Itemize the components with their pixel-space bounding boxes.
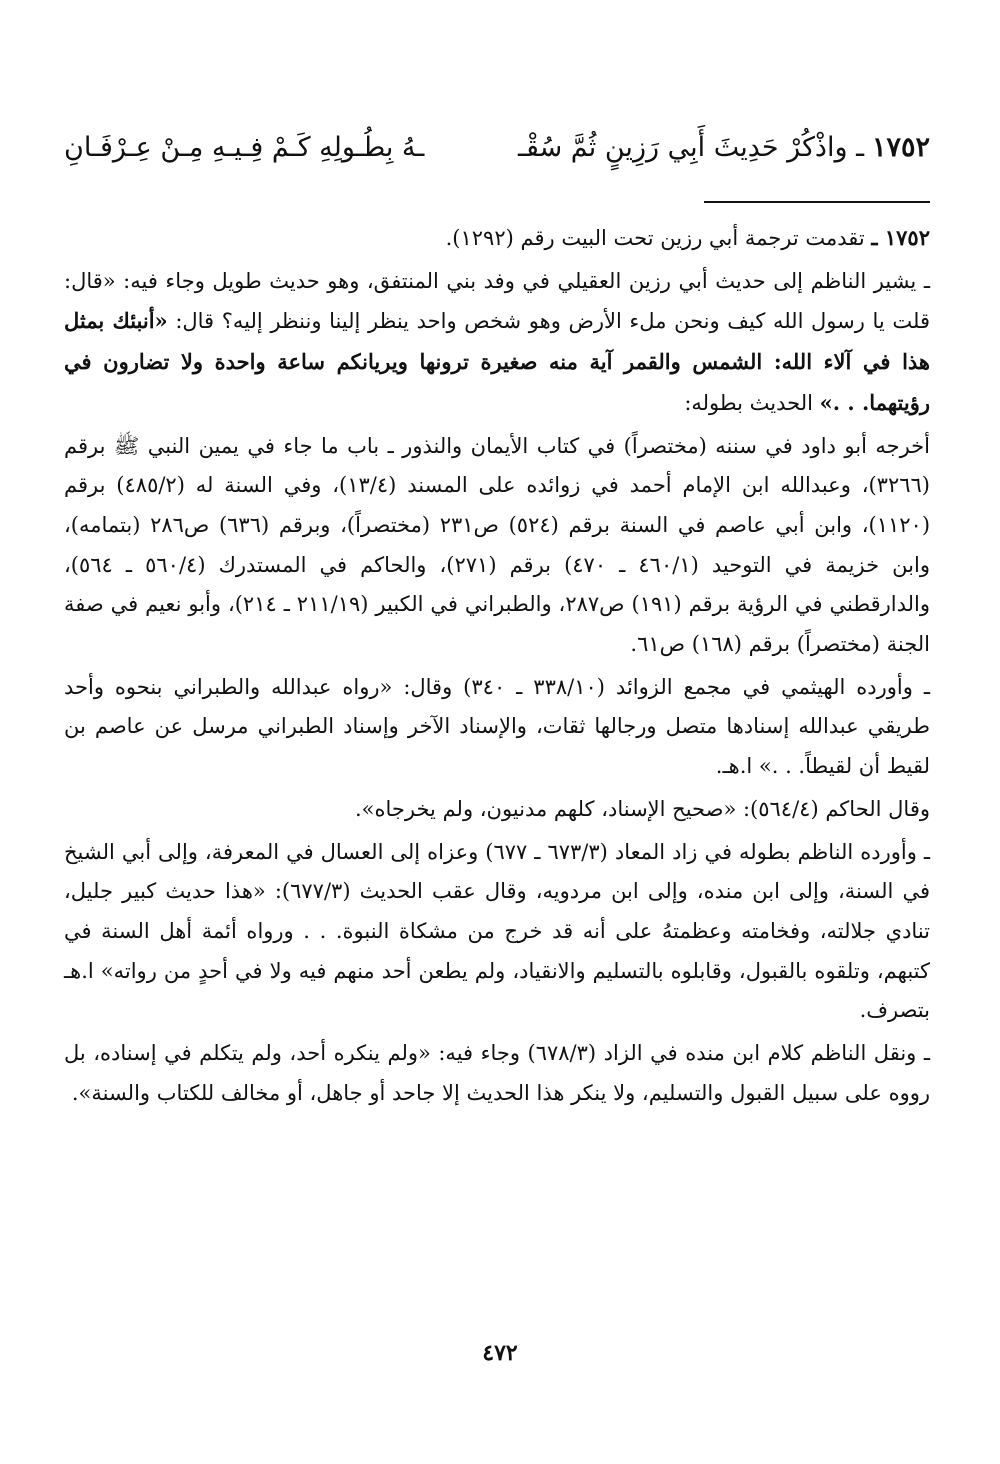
verse-hemistich-right-text: ـ واذْكُرْ حَدِيثَ أَبِي رَزِينٍ ثُمَّ سُقْـ bbox=[518, 131, 864, 163]
footnote-paragraph bbox=[64, 218, 930, 259]
poem-verse bbox=[64, 122, 930, 172]
footnote-text: تقدمت ترجمة أبي رزين تحت البيت رقم (١٢٩٢). bbox=[445, 226, 865, 250]
footnote-separator bbox=[704, 201, 930, 203]
verse-number: ١٧٥٢ bbox=[871, 131, 930, 163]
verse-left-hemistich: ـهُ بِطُـولِهِ كَـمْ فِـيـهِ مِـنْ عِـرْفَـانِ bbox=[64, 131, 425, 163]
footnote-paragraph: أخرجه أبو داود في سننه (مختصراً) في كتاب الأيمان والنذور ـ باب ما جاء في يمين النبي ﷺ برقم (٣٢٦٦)، وعبدالله ابن الإمام أحمد في زوائده على المسند (١٣/٤)، وفي السنة له (٤٨٥/٢) برقم (١١٢٠)، وابن أبي عاصم في السنة برقم (٥٢٤) ص٢٣١ (مختصراً)، وبرقم (٦٣٦) ص٢٨٦ (بتمامه)، وابن خزيمة في التوحيد (٤٦٠/١ ـ ٤٧٠) برقم (٢٧١)، والحاكم في المستدرك (٥٦٠/٤ ـ ٥٦٤)، والدارقطني في الرؤية برقم (١٩١) ص٢٨٧، والطبراني في الكبير (٢١١/١٩ ـ ٢١٤)، وأبو نعيم في صفة الجنة (مختصراً) برقم (١٦٨) ص٦١. bbox=[64, 433, 931, 657]
footnote-text: ـ يشير الناظم إلى حديث أبي رزين العقيلي في وفد بني المنتفق، وهو حديث طويل وجاء فيه: «قال: قلت يا رسول الله كيف ونحن ملء الأرض وهو شخص واحد ينظر إلينا وننظر إليه؟ قال: bbox=[64, 268, 930, 334]
footnotes bbox=[64, 218, 930, 1116]
footnote-paragraph: ـ وأورده الهيثمي في مجمع الزوائد (٣٣٨/١٠ ـ ٣٤٠) وقال: «رواه عبدالله والطبراني بنحوه وأحد طريقي عبدالله إسنادها متصل ورجالها ثقات، والإسناد الآخر وإسناد الطبراني مرسل عن عاصم بن لقيط أن لقيطاً. . .» ا.هـ. bbox=[64, 674, 930, 779]
footnote-paragraph: ـ ونقل الناظم كلام ابن منده في الزاد (٦٧٨/٣) وجاء فيه: «ولم ينكره أحد، ولم يتكلم في إسناده، بل رووه على سبيل القبول والتسليم، ولا ينكر هذا الحديث إلا جاحد أو جاهل، أو مخالف للكتاب والسنة». bbox=[64, 1041, 930, 1105]
hadith-quote-bold: «أنبئك بمثل هذا في آلاء الله: الشمس والقمر آية منه صغيرة ترونها ويريانكم ساعة واحدة ولا تضارون في رؤيتهما. . .» bbox=[64, 308, 931, 415]
footnote-paragraph: وقال الحاكم (٥٦٤/٤): «صحيح الإسناد، كلهم مدنيون، ولم يخرجاه». bbox=[355, 796, 930, 821]
footnote-text: الحديث بطوله: bbox=[684, 390, 813, 415]
footnote-paragraph: ـ وأورده الناظم بطوله في زاد المعاد (٦٧٣/٣ ـ ٦٧٧) وعزاه إلى العسال في المعرفة، وإلى أبي الشيخ في السنة، وإلى ابن منده، وإلى ابن مردويه، وقال عقب الحديث (٦٧٧/٣): «هذا حديث كبير جليل، تنادي جلالته، وفخامته وعظمتهُ على أنه قد خرج من مشكاة النبوة. . . ورواه أئمة أهل السنة في كتبهم، وتلقوه بالقبول، وقابلوه بالتسليم والانقياد، ولم يطعن أحد منهم فيه ولا في أحدٍ من رواته» ا.هـ بتصرف. bbox=[64, 839, 930, 1023]
footnote-number: ١٧٥٢ ـ bbox=[871, 225, 930, 250]
page-number: ٤٧٢ bbox=[482, 1340, 518, 1366]
verse-right-hemistich bbox=[518, 132, 930, 163]
footnote-paragraph bbox=[64, 262, 930, 424]
